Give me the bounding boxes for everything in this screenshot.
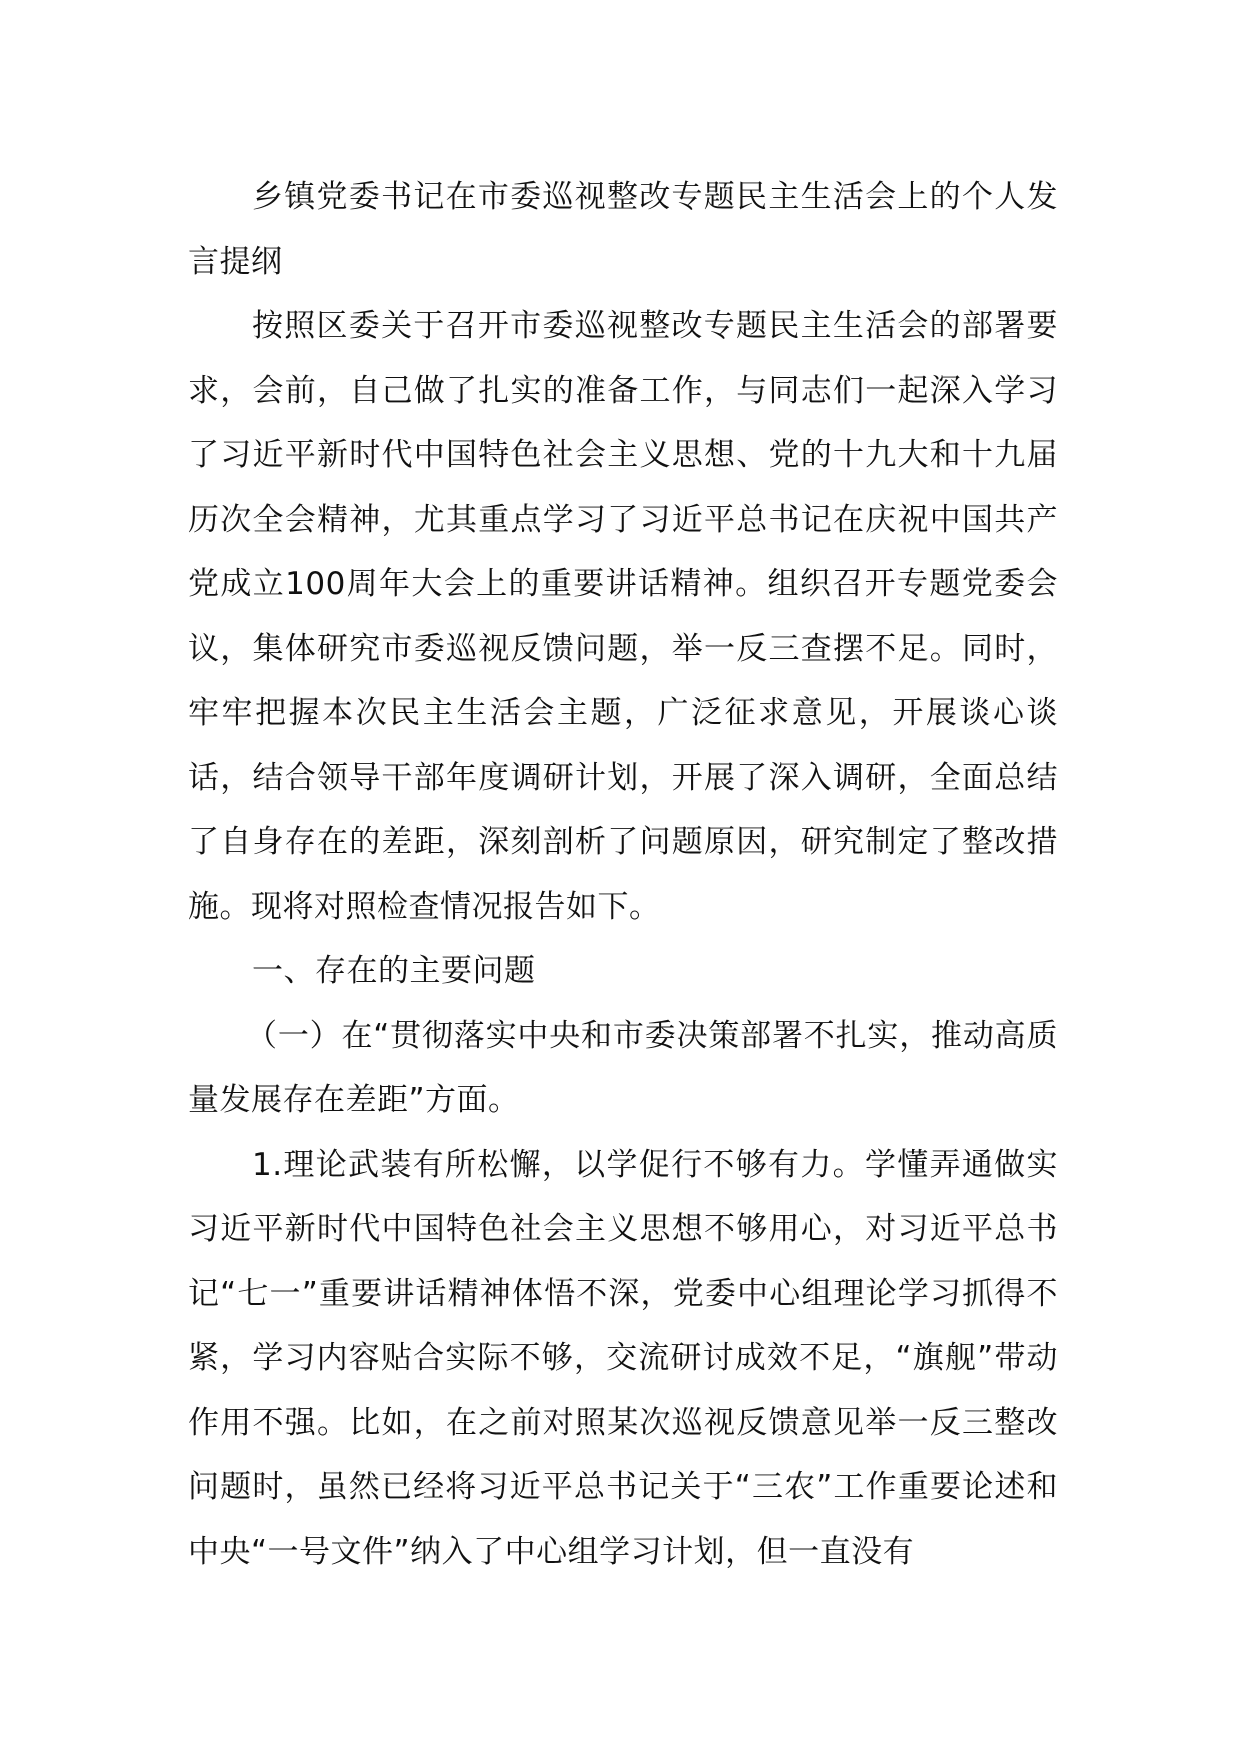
subsection-heading: （一）在“贯彻落实中央和市委决策部署不扎实，推动高质量发展存在差距”方面。	[188, 1017, 1058, 1118]
intro-paragraph: 按照区委关于召开市委巡视整改专题民主生活会的部署要求，会前，自己做了扎实的准备工作，与同志们一起深入学习了习近平新时代中国特色社会主义思想、党的十九大和十九届历次全会精神，尤其重点学习了习近平总书记在庆祝中国共产党成立100周年大会上的重要讲话精神。组织召开专题党委会议，集体研究市委巡视反馈问题，举一反三查摆不足。同时，牢牢把握本次民主生活会主题，广泛征求意见，开展谈心谈话，结合领导干部年度调研计划，开展了深入调研，全面总结了自身存在的差距，深刻剖析了问题原因，研究制定了整改措施。现将对照检查情况报告如下。	[188, 308, 1058, 925]
section-heading: 一、存在的主要问题	[252, 953, 536, 989]
document-page	[188, 165, 1058, 1584]
document-title: 乡镇党委书记在市委巡视整改专题民主生活会上的个人发言提纲	[188, 179, 1058, 280]
point-paragraph: 1.理论武装有所松懈，以学促行不够有力。学懂弄通做实习近平新时代中国特色社会主义思想不够用心，对习近平总书记“七一”重要讲话精神体悟不深，党委中心组理论学习抓得不紧，学习内容贴合实际不够，交流研讨成效不足，“旗舰”带动作用不强。比如，在之前对照某次巡视反馈意见举一反三整改问题时，虽然已经将习近平总书记关于“三农”工作重要论述和中央“一号文件”纳入了中心组学习计划，但一直没有	[188, 1146, 1058, 1570]
